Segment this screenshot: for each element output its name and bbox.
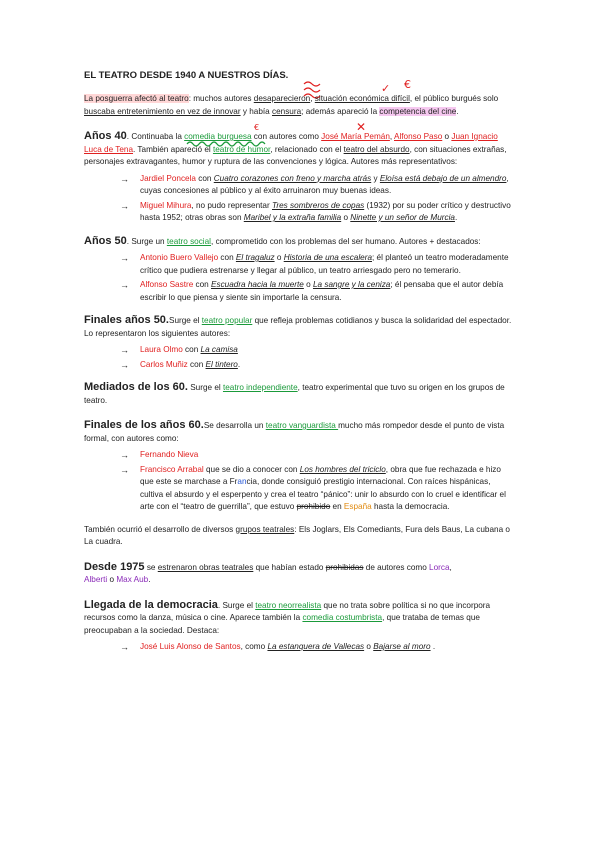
intro-paragraph: La posguerra afectó al teatro: muchos autores desaparecieron, situación económica difícil, el público burgués solo buscaba entretenimiento en vez de innovar y había censura; además apareció la competencia del cine. xyxy=(84,94,499,116)
groups-paragraph: También ocurrió el desarrollo de diversos grupos teatrales: Els Joglars, Els Comediants, Fura dels Baus, La cubana o La cuadra. xyxy=(84,524,510,546)
section-40s: Años 40. Continuaba la comedia burguesa con autores como José María Pemán, Alfonso Paso o Juan Ignacio Luca de Tena. También apareció el teatro de humor, relacionado con el teatro del absurdo, con situaciones extrañas, personajes extravagantes, humor y ruptura de las convenciones y lógica. Autores más representativos: xyxy=(84,130,507,166)
e-annotation: € xyxy=(254,123,260,132)
list-democracy xyxy=(120,641,514,654)
section-late-50s: Finales años 50.Surge el teatro popular que refleja problemas cotidianos y busca la solidaridad del espectador. Lo representaron los siguientes autores: xyxy=(84,314,512,338)
section-1975: Desde 1975 se estrenaron obras teatrales que habían estado prohibidas de autores como Lorca, Alberti o Max Aub. xyxy=(84,560,452,584)
section-mid-60s: Mediados de los 60. Surge el teatro independiente, teatro experimental que tuvo su origen en los grupos de teatro. xyxy=(84,381,505,405)
euro-annotation: € xyxy=(404,78,411,91)
list-item: → Jardiel Poncela con Cuatro corazones con freno y marcha atrás y Eloísa está debajo de un almendro, cuyas concesiones al público y al éxito arruinaron muy buenas ideas. xyxy=(120,173,509,195)
list-item: → José Luis Alonso de Santos, como La estanquera de Vallecas o Bajarse al moro . xyxy=(120,642,436,652)
list-item: → Francisco Arrabal que se dio a conocer con Los hombres del triciclo, obra que fue rechazada e hizo que este se marchase a Francia, donde consiguió prestigio internacional. Con raíces hispánicas, cultiva el absurdo y el esperpento y crea el teatro “pánico”: unir lo absurdo con lo cruel e identificar el arte con el “teatro de guerrilla”, que estuvo prohibido en España hasta la democracia. xyxy=(120,464,506,511)
list-item: → Laura Olmo con La camisa xyxy=(120,345,238,355)
list-item: → Fernando Nieva xyxy=(120,450,199,460)
document-page xyxy=(84,70,514,664)
check-annotation: ✓ xyxy=(381,82,391,95)
list-item: → Carlos Muñiz con El tintero. xyxy=(120,359,241,370)
x-annotation: ✕ xyxy=(356,120,367,134)
list-50s xyxy=(120,252,514,304)
section-late-60s: Finales de los años 60.Se desarrolla un teatro vanguardista mucho más rompedor desde el punto de vista formal, con autores como: xyxy=(84,419,505,443)
list-40s xyxy=(120,173,514,225)
list-item: → Antonio Buero Vallejo con El tragaluz o Historia de una escalera; él planteó un teatro moderadamente crítico que pudiera estrenarse y llegar al público, un teatro arriesgado pero no temerario. xyxy=(120,253,509,275)
section-50s: Años 50. Surge un teatro social, comprometido con los problemas del ser humano. Autores + destacados: xyxy=(84,234,481,247)
list-late-60s xyxy=(120,449,514,514)
list-item: → Alfonso Sastre con Escuadra hacia la muerte o La sangre y la ceniza; él pensaba que el autor debía escribir lo que piensa y siente sin importarle la censura. xyxy=(120,280,504,302)
section-democracy: Llegada de la democracia. Surge el teatro neorrealista que no trata sobre política si no que incorpora recursos como la danza, música o cine. Aparece también la comedia costumbrista, que trataba de temas que preocupaban a la sociedad. Destaca: xyxy=(84,598,491,635)
document-title: EL TEATRO DESDE 1940 A NUESTROS DÍAS. xyxy=(84,70,289,81)
list-item: → Miguel Mihura, no pudo representar Tres sombreros de copas (1932) por su poder crítico y destructivo hasta 1952; otras obras son Maribel y la extraña familia o Ninette y un señor de Murcia. xyxy=(120,200,511,222)
list-late-50s xyxy=(120,344,514,371)
